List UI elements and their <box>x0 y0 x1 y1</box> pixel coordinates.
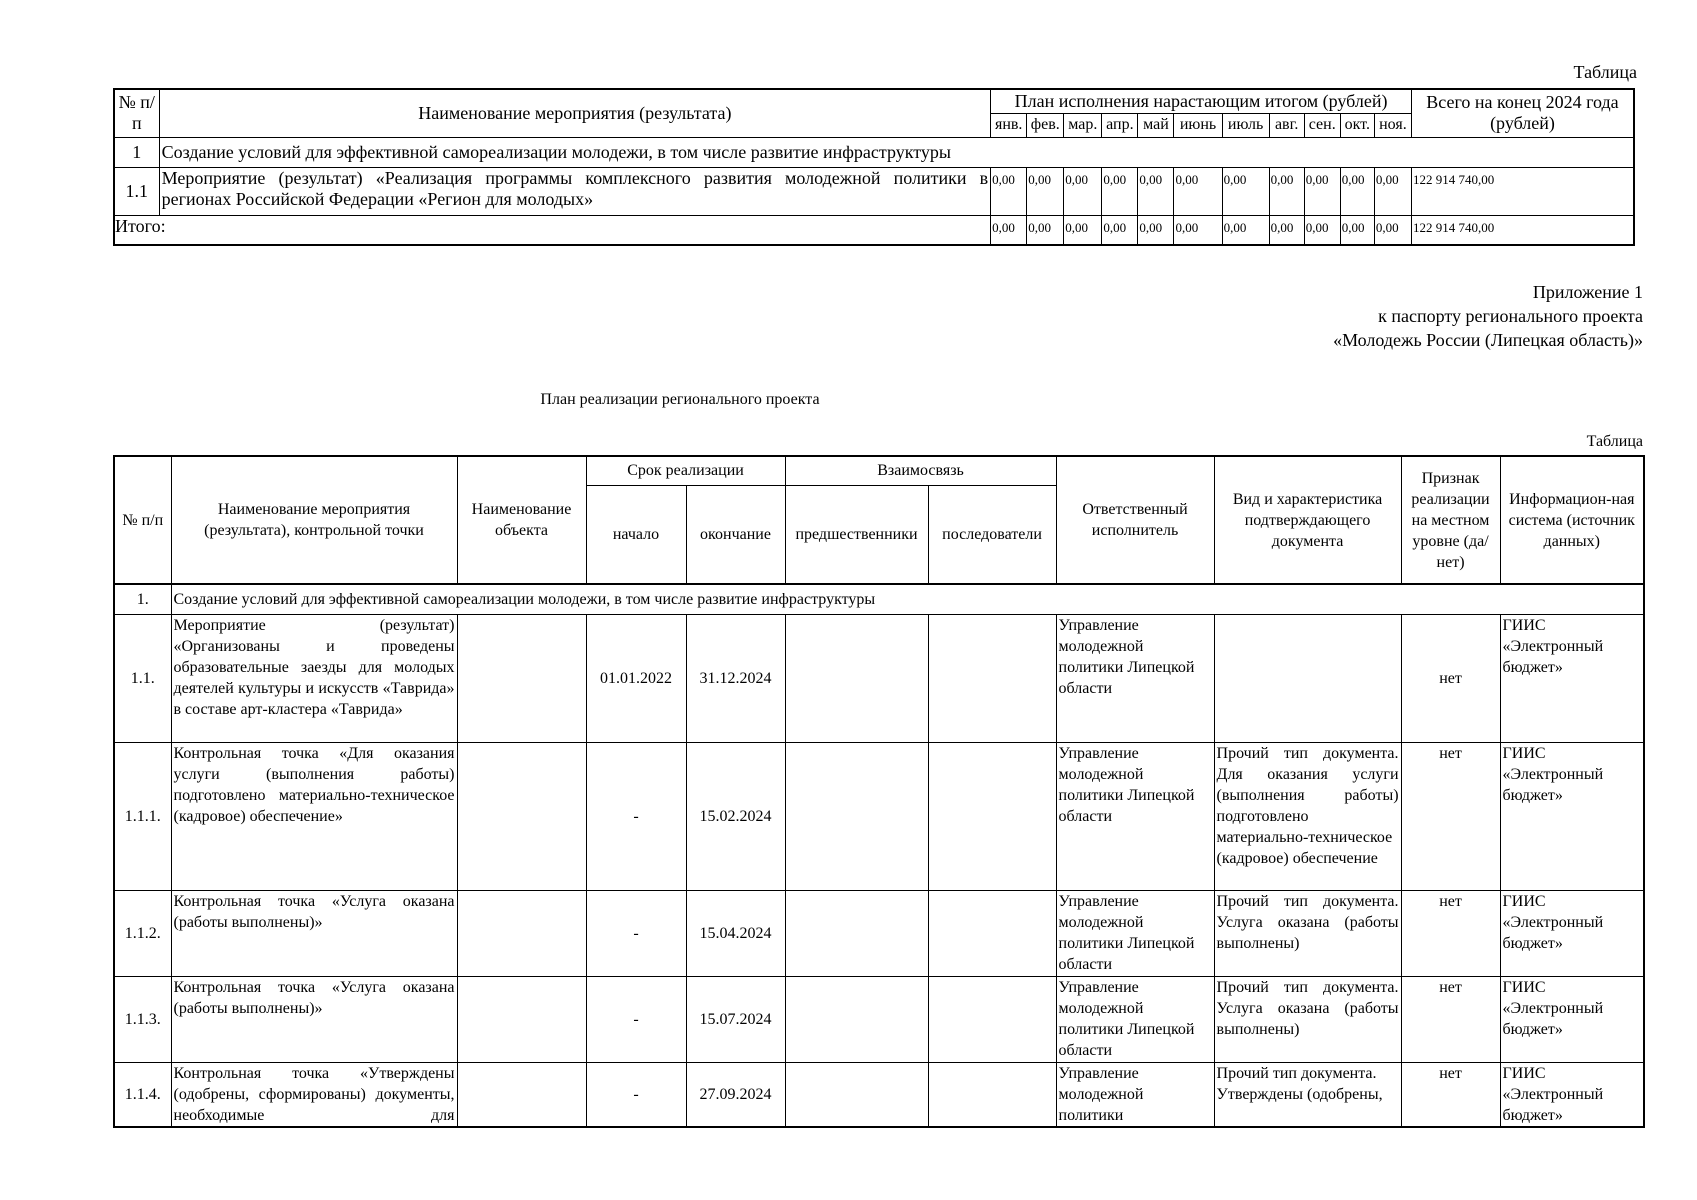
t1-itogo-value: 0,00 <box>1102 215 1138 245</box>
t2-row-local: нет <box>1401 890 1500 976</box>
t1-section-row <box>114 137 1634 167</box>
t2-row-resp: Управление молодежной политики Липецкой области <box>1056 890 1214 976</box>
t2-row <box>114 614 1644 742</box>
t2-header-local: Признак реализации на местном уровне (да/нет) <box>1401 456 1500 584</box>
t2-row-doc: Прочий тип документа. Для оказания услуги (выполнения работы) подготовлено материально-техническое (кадровое) обеспечение <box>1214 742 1401 890</box>
t2-row-local: нет <box>1401 614 1500 742</box>
t1-itogo-value: 0,00 <box>1174 215 1222 245</box>
t2-row-pred <box>785 614 928 742</box>
t1-month: сен. <box>1304 113 1340 137</box>
t2-header-pred: предшественники <box>785 485 928 584</box>
t1-itogo-value: 0,00 <box>1138 215 1174 245</box>
t1-month: июль <box>1222 113 1269 137</box>
t1-itogo-value: 0,00 <box>1222 215 1269 245</box>
t1-itogo-row <box>114 215 1634 245</box>
plan-title: План реализации регионального проекта <box>540 391 820 408</box>
t1-itogo-total: 122 914 740,00 <box>1411 215 1634 245</box>
t1-value: 0,00 <box>1304 167 1340 215</box>
t2-row-name: Контрольная точка «Услуга оказана (работы выполнены)» <box>171 890 457 976</box>
t2-row-succ <box>928 890 1056 976</box>
t2-row-succ <box>928 614 1056 742</box>
t1-section-name: Создание условий для эффективной самореализации молодежи, в том числе развитие инфраструктуры <box>159 137 1634 167</box>
t2-row-pred <box>785 890 928 976</box>
t2-header-num: № п/п <box>114 456 171 584</box>
t2-row-start: - <box>586 976 686 1062</box>
t1-value: 0,00 <box>991 167 1027 215</box>
t2-row-pred <box>785 976 928 1062</box>
t1-value: 0,00 <box>1138 167 1174 215</box>
t2-row-object <box>457 614 586 742</box>
t2-row-succ <box>928 976 1056 1062</box>
t1-month: фев. <box>1027 113 1064 137</box>
t1-itogo-value: 0,00 <box>1027 215 1064 245</box>
t2-row-end: 15.07.2024 <box>686 976 785 1062</box>
t2-section-num: 1. <box>114 584 171 614</box>
t2-row-object <box>457 890 586 976</box>
t1-value: 0,00 <box>1374 167 1411 215</box>
t2-row-end: 27.09.2024 <box>686 1062 785 1127</box>
t2-row-local: нет <box>1401 1062 1500 1127</box>
t1-itogo-value: 0,00 <box>1064 215 1102 245</box>
t1-value: 0,00 <box>1222 167 1269 215</box>
t1-month: июнь <box>1174 113 1222 137</box>
t2-row-object <box>457 742 586 890</box>
t2-row-info: ГИИС «Электронный бюджет» <box>1500 1062 1644 1127</box>
t2-header-resp: Ответственный исполнитель <box>1056 456 1214 584</box>
appendix-line-1: Приложение 1 <box>1532 282 1643 302</box>
t2-header-doc: Вид и характеристика подтверждающего документа <box>1214 456 1401 584</box>
t2-row-resp: Управление молодежной политики Липецкой области <box>1056 614 1214 742</box>
t1-value: 0,00 <box>1174 167 1222 215</box>
t2-row-local: нет <box>1401 976 1500 1062</box>
t2-row-resp: Управление молодежной политики Липецкой области <box>1056 742 1214 890</box>
t2-row-info: ГИИС «Электронный бюджет» <box>1500 742 1644 890</box>
t2-header-end: окончание <box>686 485 785 584</box>
t1-header-name: Наименование мероприятия (результата) <box>159 89 991 137</box>
t2-row-succ <box>928 742 1056 890</box>
t1-row-name: Мероприятие (результат) «Реализация программы комплексного развития молодежной политики в регионах Российской Федерации «Регион для молодых» <box>159 167 991 215</box>
implementation-plan-table <box>113 455 1645 1128</box>
t1-row <box>114 167 1634 215</box>
t2-row-num: 1.1.3. <box>114 976 171 1062</box>
t2-header-term: Срок реализации <box>586 456 785 485</box>
t1-itogo-label: Итого: <box>114 215 991 245</box>
appendix-line-3: «Молодежь России (Липецкая область)» <box>1333 330 1643 350</box>
t2-row-end: 15.04.2024 <box>686 890 785 976</box>
t1-value: 0,00 <box>1027 167 1064 215</box>
t2-row-info: ГИИС «Электронный бюджет» <box>1500 614 1644 742</box>
t1-month: май <box>1138 113 1174 137</box>
t1-value: 0,00 <box>1269 167 1304 215</box>
t2-row-end: 15.02.2024 <box>686 742 785 890</box>
t2-row-local: нет <box>1401 742 1500 890</box>
t2-header-succ: последователи <box>928 485 1056 584</box>
t2-row-info: ГИИС «Электронный бюджет» <box>1500 976 1644 1062</box>
t2-row-name: Контрольная точка «Для оказания услуги (выполнения работы) подготовлено материально-техническое (кадровое) обеспечение» <box>171 742 457 890</box>
t1-itogo-value: 0,00 <box>1340 215 1374 245</box>
t2-section-name: Создание условий для эффективной самореализации молодежи, в том числе развитие инфраструктуры <box>171 584 1644 614</box>
t2-row-pred <box>785 1062 928 1127</box>
t2-section-row <box>114 584 1644 614</box>
t2-header-object: Наименование объекта <box>457 456 586 584</box>
t2-header-name: Наименование мероприятия (результата), контрольной точки <box>171 456 457 584</box>
t2-row-num: 1.1.2. <box>114 890 171 976</box>
t2-row-start: - <box>586 1062 686 1127</box>
t2-header-start: начало <box>586 485 686 584</box>
t2-row-name: Контрольная точка «Услуга оказана (работы выполнены)» <box>171 976 457 1062</box>
t2-row-object <box>457 1062 586 1127</box>
appendix-line-2: к паспорту регионального проекта <box>1378 306 1643 326</box>
t2-row-doc: Прочий тип документа. Услуга оказана (работы выполнены) <box>1214 976 1401 1062</box>
t2-row-num: 1.1.1. <box>114 742 171 890</box>
t1-header-plan: План исполнения нарастающим итогом (рублей) <box>991 89 1412 113</box>
t2-row-num: 1.1. <box>114 614 171 742</box>
table1-caption: Таблица <box>1573 62 1637 82</box>
t2-row-doc: Прочий тип документа. Услуга оказана (работы выполнены) <box>1214 890 1401 976</box>
t1-month: авг. <box>1269 113 1304 137</box>
t2-row-resp: Управление молодежной политики <box>1056 1062 1214 1127</box>
t2-row-info: ГИИС «Электронный бюджет» <box>1500 890 1644 976</box>
t2-row-start: 01.01.2022 <box>586 614 686 742</box>
t1-itogo-value: 0,00 <box>991 215 1027 245</box>
t2-row-object <box>457 976 586 1062</box>
t2-row <box>114 742 1644 890</box>
t1-value: 0,00 <box>1102 167 1138 215</box>
t1-header-total: Всего на конец 2024 года (рублей) <box>1411 89 1634 137</box>
t2-row-num: 1.1.4. <box>114 1062 171 1127</box>
t2-row-name: Контрольная точка «Утверждены (одобрены, сформированы) документы, необходимые для <box>171 1062 457 1127</box>
t1-value: 0,00 <box>1064 167 1102 215</box>
t1-itogo-value: 0,00 <box>1304 215 1340 245</box>
t2-header-info: Информацион-ная система (источник данных) <box>1500 456 1644 584</box>
t1-month: ноя. <box>1374 113 1411 137</box>
t2-row-start: - <box>586 890 686 976</box>
t1-row-num: 1.1 <box>114 167 159 215</box>
t1-month: мар. <box>1064 113 1102 137</box>
budget-plan-table <box>113 88 1635 246</box>
t2-row-succ <box>928 1062 1056 1127</box>
t2-row <box>114 890 1644 976</box>
table2-caption: Таблица <box>1586 433 1643 450</box>
t2-row-end: 31.12.2024 <box>686 614 785 742</box>
t1-month: янв. <box>991 113 1027 137</box>
t2-row-pred <box>785 742 928 890</box>
t2-header-link: Взаимосвязь <box>785 456 1056 485</box>
t1-month: окт. <box>1340 113 1374 137</box>
t2-row-resp: Управление молодежной политики Липецкой области <box>1056 976 1214 1062</box>
t1-row-total: 122 914 740,00 <box>1411 167 1634 215</box>
t1-header-num: № п/п <box>114 89 159 137</box>
t2-row <box>114 1062 1644 1127</box>
t1-month: апр. <box>1102 113 1138 137</box>
t1-itogo-value: 0,00 <box>1269 215 1304 245</box>
t2-row-doc: Прочий тип документа. Утверждены (одобрены, <box>1214 1062 1401 1127</box>
t2-row-name: Мероприятие (результат) «Организованы и проведены образовательные заезды для молодых деятелей культуры и искусств «Таврида» в составе арт-кластера «Таврида» <box>171 614 457 742</box>
t2-row <box>114 976 1644 1062</box>
t1-section-num: 1 <box>114 137 159 167</box>
t1-itogo-value: 0,00 <box>1374 215 1411 245</box>
t2-row-doc <box>1214 614 1401 742</box>
t1-value: 0,00 <box>1340 167 1374 215</box>
t2-row-start: - <box>586 742 686 890</box>
